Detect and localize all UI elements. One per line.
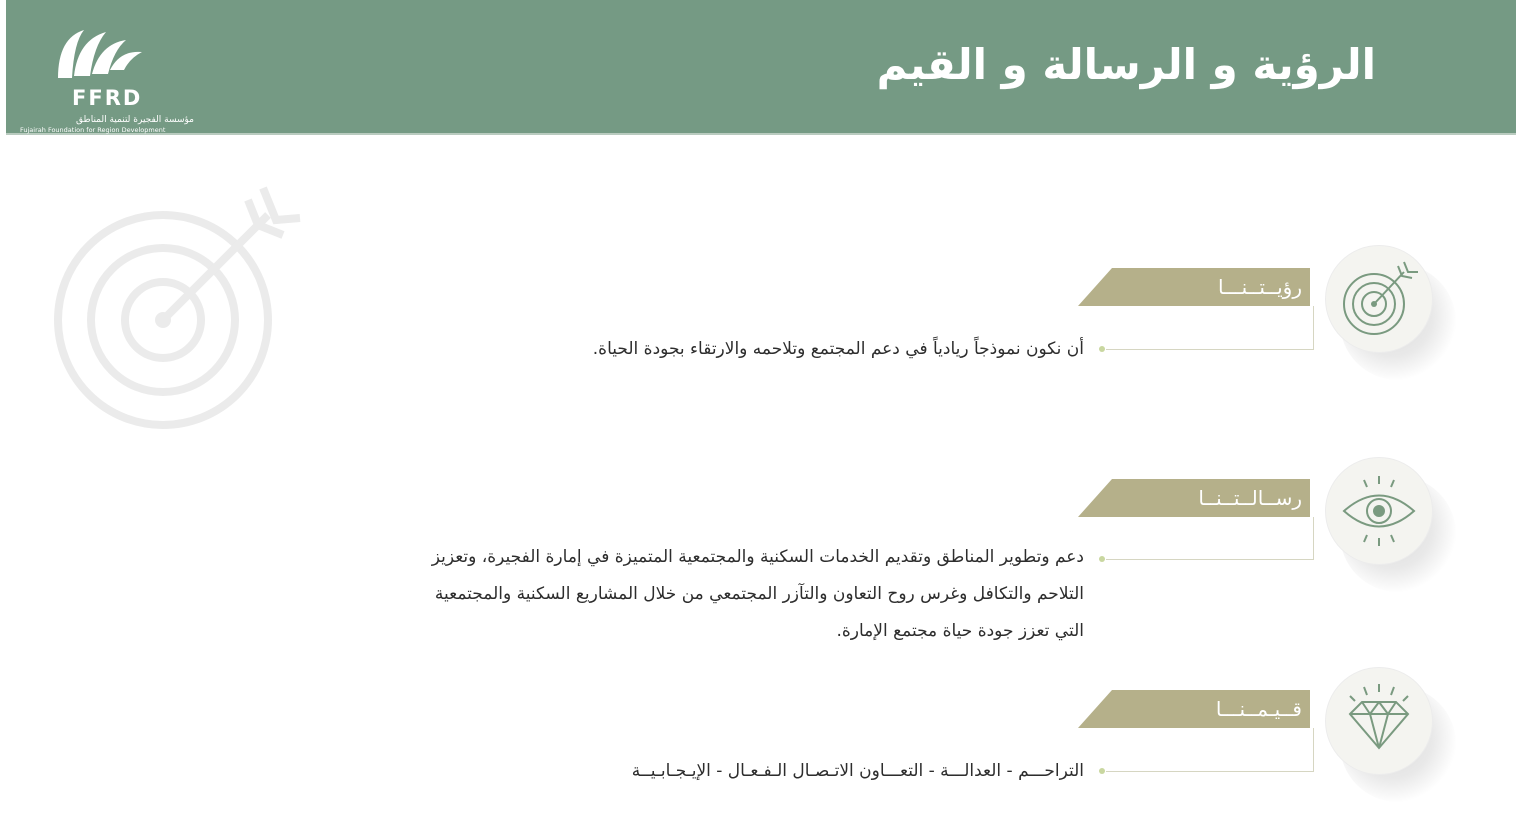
vision-text [593, 331, 1084, 368]
values-text [632, 753, 1084, 790]
header-divider [6, 133, 1516, 135]
diamond-icon [1326, 668, 1432, 774]
target-watermark-icon [48, 180, 308, 440]
mission-heading: رســالــتــنــا [1198, 486, 1302, 510]
logo-name-en: Fujairah Foundation for Region Development [20, 126, 166, 134]
vision-bullet [1099, 346, 1105, 352]
vision-connector-h [1106, 349, 1314, 350]
mission-bullet [1099, 556, 1105, 562]
mission-icon-badge [1322, 458, 1462, 598]
vision-heading: رؤيــتــنـــا [1217, 275, 1302, 299]
mission-line: دعم وتطوير المناطق وتقديم الخدمات السكنية والمجتمعية المتميزة في إمارة الفجيرة، وتعزيز [431, 547, 1084, 567]
mission-line: التي تعزز جودة حياة مجتمع الإمارة. [836, 621, 1084, 641]
mission-line: التلاحم والتكافل وغرس روح التعاون والتآزر المجتمعي من خلال المشاريع السكنية والمجتمعية [434, 584, 1084, 604]
values-heading: قــيـمــنـــا [1215, 697, 1302, 721]
page-title: الرؤية و الرسالة و القيم [876, 40, 1376, 89]
vision-connector [1313, 306, 1314, 349]
logo-name-ar: مؤسسة الفجيرة لتنمية المناطق [76, 115, 194, 125]
values-line: التراحـــم - العدالـــة - التعـــاون الاتـصـال الـفـعـال - الإيـجـابـيــة [631, 761, 1084, 781]
mission-connector [1313, 517, 1314, 559]
eye-icon [1326, 458, 1432, 564]
ffrd-logo [14, 18, 194, 134]
values-bullet [1099, 768, 1105, 774]
vision-icon-badge [1322, 246, 1462, 386]
mission-connector-h [1106, 559, 1314, 560]
vision-line: أن نكون نموذجاً ريادياً في دعم المجتمع وتلاحمه والارتقاء بجودة الحياة. [592, 339, 1084, 359]
values-icon-badge [1322, 668, 1462, 808]
mission-text [432, 539, 1084, 650]
values-connector-h [1106, 771, 1314, 772]
logo-abbr: FFRD [72, 86, 143, 110]
values-connector [1313, 728, 1314, 771]
target-icon [1326, 246, 1432, 352]
